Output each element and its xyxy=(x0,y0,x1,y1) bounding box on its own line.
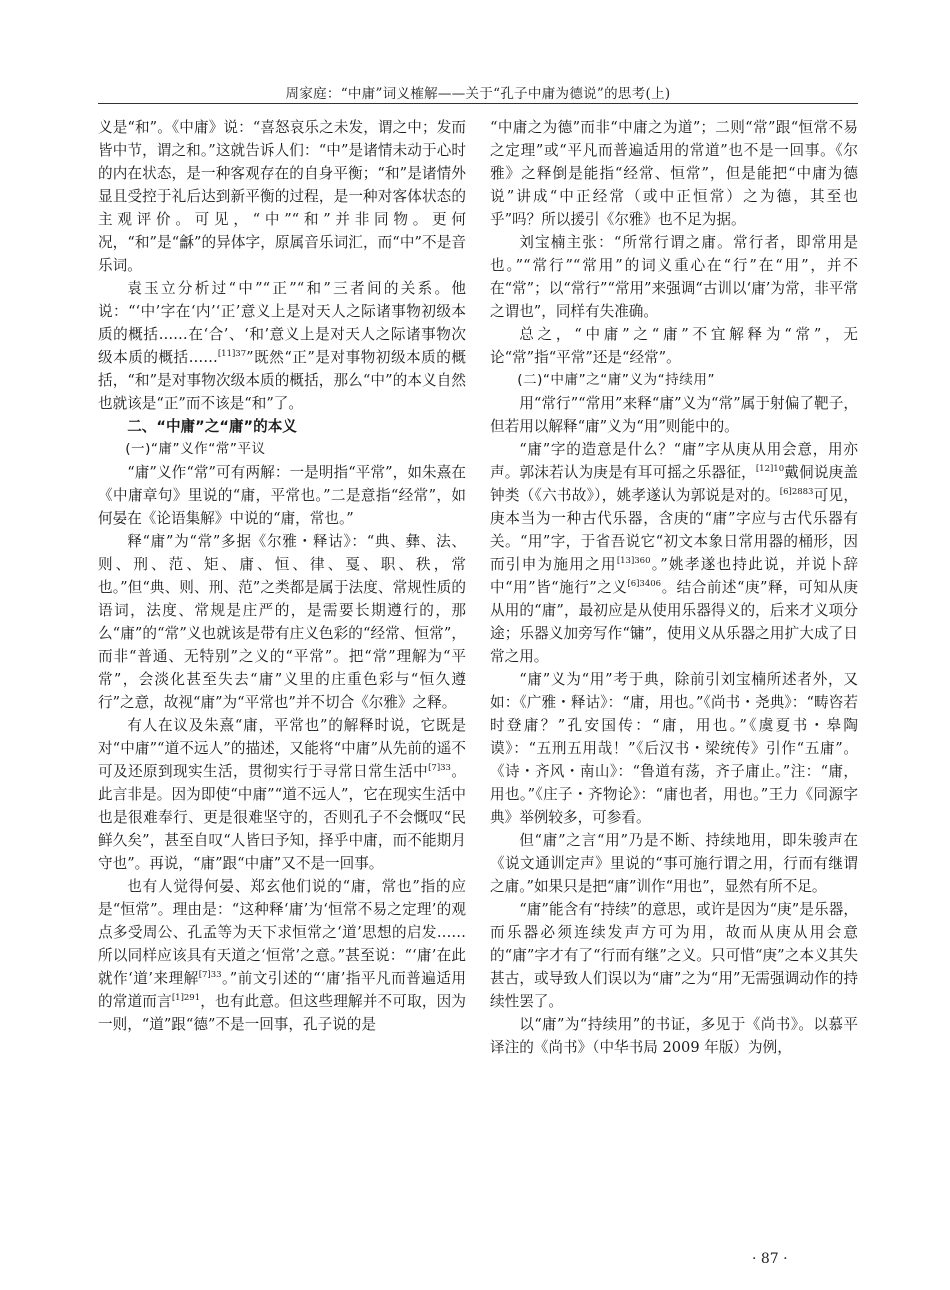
text-span: 可见，庚本当为一种古代乐器，含庚的“庸”字应与古代乐器有关。“用”字，于省吾说它“初文本象日常用器的桶形，因而引申为施用之用 xyxy=(490,487,858,573)
text-span: “庸”字的造意是什么？“庸”字从庚从用会意，用亦声。郭沫若认为庚是有耳可摇之乐器征， xyxy=(490,441,858,481)
citation: [13]360 xyxy=(616,556,651,566)
citation: [7]33 xyxy=(428,763,451,773)
page-number: · 87 · xyxy=(752,1251,788,1267)
subsection-heading: (二)“中庸”之“庸”义为“持续用” xyxy=(517,372,715,388)
citation: [11]37 xyxy=(217,349,247,359)
text-span: 。结合前述“庚”释，可知从庚从用的“庸”，最初应是从使用乐器得义的，后来才义项分途；乐器义加旁写作“镛”，使用义从乐器之用扩大成了日常之用。 xyxy=(490,579,858,665)
paragraph: “庸”义为“用”考于典，除前引刘宝楠所述者外，又如：《广雅・释诂》：“庸，用也。”《尚书・尧典》：“畴咨若时登庸？”孔安国传：“庸，用也。”《虞夏书・皋陶谟》：“五刑五用哉！”《后汉书・梁统传》引作“五庸”。《诗・齐风・南山》：“鲁道有荡，齐子庸止。”注：“庸，用也。”《庄子・齐物论》：“庸也者，用也。”王力《同源字典》举例较多，可参看。 xyxy=(490,671,858,826)
section-heading: 二、“中庸”之“庸”的本义 xyxy=(127,418,297,435)
paragraph: “庸”义作“常”可有两解：一是明指“平常”，如朱熹在《中庸章句》里说的“庸，平常也。”二是意指“经常”，如何晏在《论语集解》中说的“庸，常也。” xyxy=(98,464,466,527)
text-span: 。”姚孝遂也持此说，并说卜辞中“用”皆“施行”之义 xyxy=(490,556,858,596)
paragraph xyxy=(98,875,466,1036)
paragraph: “庸”能含有“持续”的意思，或许是因为“庚”是乐器，而乐器必须连续发声方可为用，故而从庚从用会意的“庸”字才有了“行而有继”之义。只可惜“庚”之本义其失甚古，或导致人们误以为“庸”之为“用”无需强调动作的持续性罢了。 xyxy=(490,901,858,1010)
right-column xyxy=(490,116,858,1059)
citation: [6]2883 xyxy=(779,487,814,497)
left-column xyxy=(98,116,466,1036)
citation: [6]3406 xyxy=(627,579,662,589)
text-span: ”既然“正”是对事物初级本质的概括，“和”是对事物次级本质的概括，那么“中”的本义自然也就该是“正”而不该是“和”了。 xyxy=(98,349,466,412)
citation: [1]291 xyxy=(171,993,201,1003)
header-rule xyxy=(98,103,858,104)
paragraph: 用“常行”“常用”来释“庸”义为“常”属于射偏了靶子，但若用以解释“庸”义为“用”则能中的。 xyxy=(490,395,858,435)
citation: [7]33 xyxy=(198,970,222,980)
text-span: 也有人觉得何晏、郑玄他们说的“庸，常也”指的应是“恒常”。理由是：“这种释‘庸’为‘恒常不易之定理’的观点多受周公、孔孟等为天下求恒常之‘道’思想的启发……所以同样应该具有天道之‘恒常’之意。”甚至说：“‘庸’在此就作‘道’来理解 xyxy=(98,878,466,987)
text-span: 有人在议及朱熹“庸，平常也”的解释时说，它既是对“中庸”“道不远人”的描述，又能将“中庸”从先前的遥不可及还原到现实生活，贯彻实行于寻常日常生活中 xyxy=(98,717,466,780)
paragraph: 释“庸”为“常”多据《尔雅・释诂》：“典、彝、法、则、刑、范、矩、庸、恒、律、戛、职、秩，常也。”但“典、则、刑、范”之类都是属于法度、常规性质的语词，法度、常规是庄严的，是需要长期遵行的，那么“庸”的“常”义也就该是带有庄义色彩的“经常、恒常”，而非“普通、无特别”之义的“平常”。把“常”理解为“平常”，会淡化甚至失去“庸”义里的庄重色彩与“恒久遵行”之意，故视“庸”为“平常也”并不切合《尔雅》之释。 xyxy=(98,533,466,711)
text-span: ，也有此意。但这些理解并不可取，因为一则，“道”跟“德”不是一回事，孔子说的是 xyxy=(98,993,466,1033)
citation: [12]10 xyxy=(755,464,785,474)
paragraph: 以“庸”为“持续用”的书证，多见于《尚书》。以慕平译注的《尚书》（中华书局 2009 年版）为例， xyxy=(490,1016,858,1056)
subsection-heading: (一)“庸”义作“常”平议 xyxy=(125,441,266,457)
text-span: 。此言非是。因为即使“中庸”“道不远人”，它在现实生活中也是很难奉行、更是很难坚守的，否则孔子不会慨叹“民鲜久矣”，甚至自叹“人皆曰予知，择乎中庸，而不能期月守也”。再说，“庸”跟“中庸”又不是一回事。 xyxy=(98,763,466,872)
running-header: 周家庭：“中庸”词义榷解——关于“孔子中庸为德说”的思考(上) xyxy=(285,86,671,102)
text-span: 。”前文引述的“‘庸’指平凡而普遍适用的常道而言 xyxy=(98,970,466,1010)
paragraph: 义是“和”。《中庸》说：“喜怒哀乐之未发，谓之中；发而皆中节，谓之和。”这就告诉人们：“中”是诸情未动于心时的内在状态，是一种客观存在的自身平衡；“和”是诸情外显且受控于礼后达到新平衡的过程，是一种对客体状态的主观评价。可见，“中”“和”并非同物。更何况，“和”是“龢”的异体字，原属音乐词汇，而“中”不是音乐词。 xyxy=(98,119,466,274)
text-span: 袁玉立分析过“中”“正”“和”三者间的关系。他说：“‘中’字在‘内’‘正’意义上是对天人之际诸事物初级本质的概括……在‘合’、‘和’意义上是对天人之际诸事物次级本质的概括…… xyxy=(98,280,466,366)
paragraph: 刘宝楠主张：“所常行谓之庸。常行者，即常用是也。”“常行”“常用”的词义重心在“行”在“用”，并不在“常”；以“常行”“常用”来强调“古训以‘庸’为常，非平常之谓也”，同样有失准确。 xyxy=(490,234,858,320)
paragraph: 但“庸”之言“用”乃是不断、持续地用，即朱骏声在《说文通训定声》里说的“事可施行谓之用，行而有继谓之庸。”如果只是把“庸”训作“用也”，显然有所不足。 xyxy=(490,832,858,895)
paragraph: 总之，“中庸”之“庸”不宜解释为“常”，无论“常”指“平常”还是“经常”。 xyxy=(490,326,858,366)
paragraph xyxy=(98,277,466,415)
paragraph xyxy=(490,438,858,668)
text-span: 戴侗说庚盖钟类（《六书故》），姚孝遂认为郭说是对的。 xyxy=(490,464,858,504)
paragraph xyxy=(98,714,466,875)
paragraph: “中庸之为德”而非“中庸之为道”；二则“常”跟“恒常不易之定理”或“平凡而普遍适用的常道”也不是一回事。《尔雅》之释倒是能指“经常、恒常”，但是能把“中庸为德说”讲成“中正经常（或中正恒常）之为德，其至也乎”吗？所以援引《尔雅》也不足为据。 xyxy=(490,119,858,228)
